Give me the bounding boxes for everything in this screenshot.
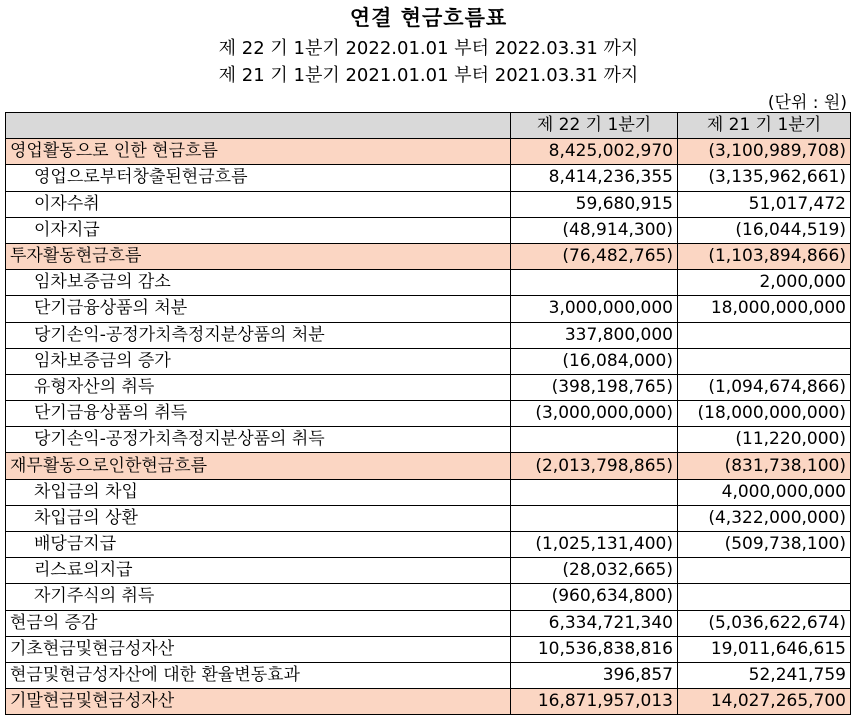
header-prior-period: 제 21 기 1분기 xyxy=(678,113,851,139)
period-current: 제 22 기 1분기 2022.01.01 부터 2022.03.31 까지 xyxy=(218,38,639,59)
table-row xyxy=(6,348,851,374)
table-row xyxy=(6,217,851,243)
table-row xyxy=(6,505,851,531)
row-label: 차입금의 상환 xyxy=(6,505,511,531)
row-label: 임차보증금의 증가 xyxy=(6,348,511,374)
row-label: 당기손익-공정가치측정지분상품의 취득 xyxy=(6,427,511,453)
row-label: 투자활동현금흐름 xyxy=(6,243,511,269)
current-period-value: 6,334,721,340 xyxy=(511,610,678,636)
prior-period-value xyxy=(678,558,851,584)
current-period-value xyxy=(511,479,678,505)
table-row xyxy=(6,689,851,715)
prior-period-value: 18,000,000,000 xyxy=(678,296,851,322)
table-row xyxy=(6,532,851,558)
prior-period-value: 14,027,265,700 xyxy=(678,689,851,715)
prior-period-value: 4,000,000,000 xyxy=(678,479,851,505)
prior-period-value xyxy=(678,348,851,374)
prior-period-value: (11,220,000) xyxy=(678,427,851,453)
table-row xyxy=(6,165,851,191)
table-header-row xyxy=(6,113,851,139)
current-period-value: 16,871,957,013 xyxy=(511,689,678,715)
prior-period-value xyxy=(678,322,851,348)
current-period-value: 8,425,002,970 xyxy=(511,139,678,165)
current-period-value xyxy=(511,505,678,531)
table-row xyxy=(6,636,851,662)
current-period-value: (76,482,765) xyxy=(511,243,678,269)
table-row xyxy=(6,453,851,479)
row-label: 배당금지급 xyxy=(6,532,511,558)
prior-period-value: (509,738,100) xyxy=(678,532,851,558)
row-label: 현금및현금성자산에 대한 환율변동효과 xyxy=(6,662,511,688)
table-row xyxy=(6,427,851,453)
header-current-period: 제 22 기 1분기 xyxy=(511,113,678,139)
prior-period-value: (18,000,000,000) xyxy=(678,401,851,427)
table-row xyxy=(6,270,851,296)
current-period-value: (960,634,800) xyxy=(511,584,678,610)
row-label: 자기주식의 취득 xyxy=(6,584,511,610)
prior-period-value: (1,103,894,866) xyxy=(678,243,851,269)
current-period-value: (2,013,798,865) xyxy=(511,453,678,479)
row-label: 당기손익-공정가치측정지분상품의 처분 xyxy=(6,322,511,348)
table-row xyxy=(6,243,851,269)
current-period-value: (28,032,665) xyxy=(511,558,678,584)
table-row xyxy=(6,662,851,688)
row-label: 차입금의 차입 xyxy=(6,479,511,505)
current-period-value xyxy=(511,427,678,453)
current-period-value: 10,536,838,816 xyxy=(511,636,678,662)
table-row xyxy=(6,479,851,505)
table-row xyxy=(6,610,851,636)
row-label: 단기금융상품의 취득 xyxy=(6,401,511,427)
table-row xyxy=(6,139,851,165)
current-period-value: 396,857 xyxy=(511,662,678,688)
current-period-value: 8,414,236,355 xyxy=(511,165,678,191)
prior-period-value: 2,000,000 xyxy=(678,270,851,296)
table-row xyxy=(6,296,851,322)
current-period-value: 337,800,000 xyxy=(511,322,678,348)
row-label: 기말현금및현금성자산 xyxy=(6,689,511,715)
cash-flow-table xyxy=(5,112,851,715)
row-label: 재무활동으로인한현금흐름 xyxy=(6,453,511,479)
prior-period-value: (16,044,519) xyxy=(678,217,851,243)
table-row xyxy=(6,401,851,427)
row-label: 기초현금및현금성자산 xyxy=(6,636,511,662)
row-label: 단기금융상품의 처분 xyxy=(6,296,511,322)
row-label: 리스료의지급 xyxy=(6,558,511,584)
prior-period-value xyxy=(678,584,851,610)
table-body xyxy=(6,139,851,715)
current-period-value: (48,914,300) xyxy=(511,217,678,243)
current-period-value: (16,084,000) xyxy=(511,348,678,374)
period-prior: 제 21 기 1분기 2021.01.01 부터 2021.03.31 까지 xyxy=(218,65,639,86)
prior-period-value: (4,322,000,000) xyxy=(678,505,851,531)
table-row xyxy=(6,322,851,348)
current-period-value xyxy=(511,270,678,296)
row-label: 임차보증금의 감소 xyxy=(6,270,511,296)
table-row xyxy=(6,584,851,610)
header-label xyxy=(6,113,511,139)
prior-period-value: (3,135,962,661) xyxy=(678,165,851,191)
prior-period-value: (831,738,100) xyxy=(678,453,851,479)
unit-label: (단위 : 원) xyxy=(767,93,847,113)
prior-period-value: 51,017,472 xyxy=(678,191,851,217)
row-label: 현금의 증감 xyxy=(6,610,511,636)
row-label: 유형자산의 취득 xyxy=(6,374,511,400)
row-label: 이자지급 xyxy=(6,217,511,243)
prior-period-value: (5,036,622,674) xyxy=(678,610,851,636)
prior-period-value: 19,011,646,615 xyxy=(678,636,851,662)
current-period-value: (1,025,131,400) xyxy=(511,532,678,558)
current-period-value: (398,198,765) xyxy=(511,374,678,400)
prior-period-value: (3,100,989,708) xyxy=(678,139,851,165)
row-label: 이자수취 xyxy=(6,191,511,217)
row-label: 영업활동으로 인한 현금흐름 xyxy=(6,139,511,165)
table-row xyxy=(6,374,851,400)
current-period-value: 59,680,915 xyxy=(511,191,678,217)
table-row xyxy=(6,191,851,217)
prior-period-value: 52,241,759 xyxy=(678,662,851,688)
current-period-value: (3,000,000,000) xyxy=(511,401,678,427)
table-row xyxy=(6,558,851,584)
statement-title: 연결 현금흐름표 xyxy=(349,6,508,30)
row-label: 영업으로부터창출된현금흐름 xyxy=(6,165,511,191)
current-period-value: 3,000,000,000 xyxy=(511,296,678,322)
prior-period-value: (1,094,674,866) xyxy=(678,374,851,400)
